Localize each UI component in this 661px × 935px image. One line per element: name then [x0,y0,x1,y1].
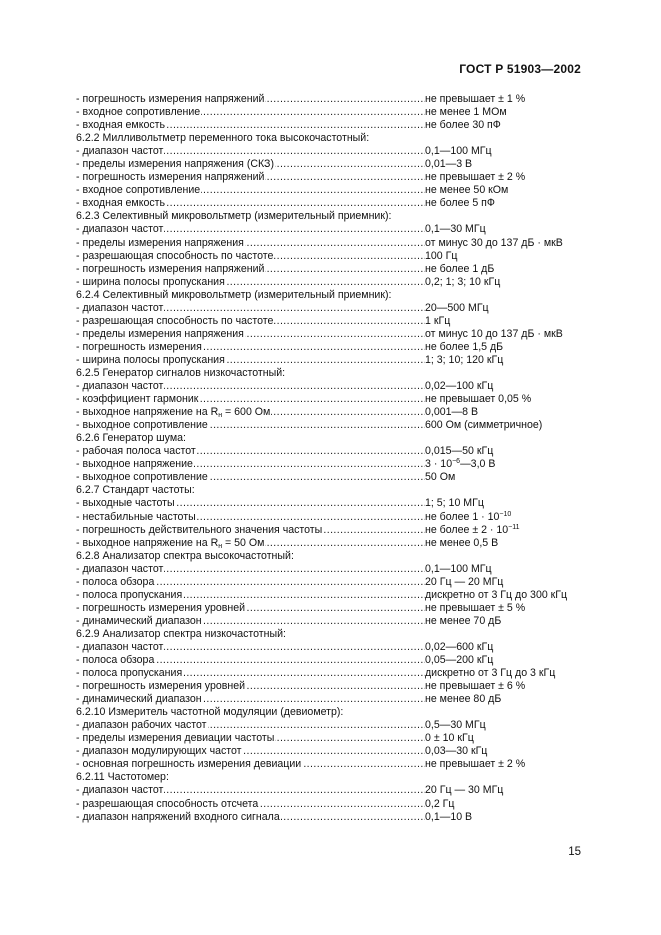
spec-value: 0,1—30 МГц [425,223,486,236]
spec-value: не превышает ± 2 % [425,758,526,771]
spec-value: 0,2; 1; 3; 10 кГц [425,275,501,288]
spec-line [76,106,596,119]
spec-label: - диапазон частот ..... [76,302,425,315]
section-heading-text: 6.2.7 Стандарт частоты: [76,484,195,497]
spec-value: 0,03—30 кГц [425,745,488,758]
spec-label: - пределы измерения напряжения (СКЗ) ..... [76,158,425,171]
spec-label: - пределы измерения девиации частоты ..... [76,732,425,745]
spec-value: от минус 10 до 137 дБ · мкВ [425,327,563,340]
spec-line [76,745,596,758]
spec-label: - погрешность измерения уровней ..... [76,602,425,615]
spec-value: 0,2 Гц [425,797,455,810]
spec-label: - основная погрешность измерения девиации ..... [76,758,425,771]
spec-value: 20 Гц — 20 МГц [425,575,504,588]
spec-line [76,641,596,654]
spec-value: 0,5—30 МГц [425,719,486,732]
spec-value: не превышает ± 6 % [425,680,526,693]
spec-value: дискретно от 3 Гц до 300 кГц [425,588,568,601]
spec-line [76,237,596,250]
spec-label: - выходное напряжение ..... [76,458,425,471]
spec-value: 0,1—10 В [425,810,473,823]
spec-line [76,576,596,589]
section-heading-text: 6.2.4 Селективный микровольтметр (измерительный приемник): [76,288,392,301]
spec-label: - диапазон частот ..... [76,563,425,576]
spec-label: - погрешность измерения ..... [76,341,425,354]
spec-label: - ширина полосы пропускания ..... [76,354,425,367]
spec-value: не более 1 дБ [425,262,495,275]
spec-label: - входная емкость ..... [76,197,425,210]
spec-value: не превышает ± 5 % [425,601,526,614]
spec-line [76,471,596,484]
spec-line [76,667,596,680]
spec-label: - выходное сопротивление ..... [76,419,425,432]
spec-line [76,328,596,341]
spec-label: - диапазон частот ..... [76,380,425,393]
section-heading-text: 6.2.10 Измеритель частотной модуляции (девиометр): [76,706,344,719]
section-heading [76,132,596,145]
section-heading-text: 6.2.11 Частотомер: [76,771,169,784]
spec-label: - погрешность измерения напряжений ..... [76,93,425,106]
spec-line [76,693,596,706]
spec-value: не превышает 0,05 % [425,393,532,406]
spec-label: - погрешность измерения напряжений ..... [76,171,425,184]
spec-line [76,732,596,745]
spec-label: - полоса пропускания ..... [76,589,425,602]
spec-label: - пределы измерения напряжения ..... [76,328,425,341]
spec-label: - ширина полосы пропускания ..... [76,276,425,289]
page-number: 15 [568,846,581,858]
section-heading [76,706,596,719]
section-heading-text: 6.2.2 Милливольтметр переменного тока высокочастотный: [76,132,370,145]
section-heading [76,432,596,445]
spec-line [76,250,596,263]
spec-label: - выходное сопротивление ..... [76,471,425,484]
document-header: ГОСТ Р 51903—2002 [459,62,581,76]
spec-line [76,341,596,354]
section-heading [76,484,596,497]
spec-value: не превышает ± 2 % [425,171,526,184]
spec-value: 600 Ом (симметричное) [425,419,543,432]
spec-label: - диапазон напряжений входного сигнала ..... [76,811,425,824]
spec-line [76,276,596,289]
spec-line [76,524,596,537]
spec-line [76,419,596,432]
spec-label: - погрешность действительного значения частоты ..... [76,524,425,537]
spec-value: $3 \cdot 10^{-6}—3,0$ В [425,458,496,471]
spec-label: - пределы измерения напряжения ..... [76,237,425,250]
spec-line [76,223,596,236]
spec-line [76,406,596,419]
spec-value: 50 Ом [425,471,456,484]
spec-line [76,563,596,576]
spec-line [76,445,596,458]
specification-list [76,93,596,824]
section-heading-text: 6.2.3 Селективный микровольтметр (измерительный приемник): [76,210,392,223]
spec-value: 100 Гц [425,249,458,262]
spec-label: - коэффициент гармоник ..... [76,393,425,406]
section-heading [76,367,596,380]
spec-value: от минус 30 до 137 дБ · мкВ [425,236,563,249]
spec-value: не менее 0,5 В [425,536,499,549]
spec-value: дискретно от 3 Гц до 3 кГц [425,667,556,680]
spec-value: не более $1 \cdot 10^{-10}$ [425,510,512,523]
spec-value: не менее 80 дБ [425,693,502,706]
spec-value: не более 30 пФ [425,119,501,132]
spec-label: - полоса пропускания ..... [76,667,425,680]
spec-label: - входная емкость ..... [76,119,425,132]
spec-value: 0 ± 10 кГц [425,732,474,745]
spec-label: - входное сопротивление ..... [76,106,425,119]
spec-label: - погрешность измерения уровней ..... [76,680,425,693]
spec-label: - диапазон модулирующих частот ..... [76,745,425,758]
spec-value: 0,001—8 В [425,406,479,419]
spec-line [76,719,596,732]
section-heading-text: 6.2.6 Генератор шума: [76,432,186,445]
spec-label: - разрешающая способность отсчета ..... [76,798,425,811]
spec-label: - диапазон рабочих частот ..... [76,719,425,732]
spec-value: 0,01—3 В [425,158,473,171]
spec-value: не более 5 пФ [425,197,495,210]
spec-line [76,145,596,158]
spec-line [76,158,596,171]
spec-line [76,393,596,406]
spec-value: не превышает ± 1 % [425,93,526,105]
spec-line [76,197,596,210]
spec-value: 20 Гц — 30 МГц [425,784,504,797]
spec-value: не менее 50 кОм [425,184,509,197]
spec-value: 1; 5; 10 МГц [425,497,484,510]
spec-line [76,680,596,693]
spec-label: - диапазон частот ..... [76,784,425,797]
spec-line [76,93,596,106]
spec-label: - выходные частоты ..... [76,497,425,510]
spec-line [76,458,596,471]
spec-line [76,511,596,524]
section-heading [76,771,596,784]
spec-value: 0,1—100 МГц [425,145,492,158]
spec-value: 20—500 МГц [425,301,489,314]
spec-line [76,615,596,628]
spec-label: - динамический диапазон ..... [76,615,425,628]
spec-line [76,589,596,602]
spec-label: - полоса обзора ..... [76,576,425,589]
spec-line [76,798,596,811]
spec-value: 0,1—100 МГц [425,562,492,575]
section-heading-text: 6.2.9 Анализатор спектра низкочастотный: [76,627,286,640]
spec-value: не более ± $2 \cdot 10^{-11}$ [425,523,520,536]
spec-value: 0,015—50 кГц [425,445,494,458]
spec-value: 1; 3; 10; 120 кГц [425,353,504,366]
section-heading [76,289,596,302]
spec-line [76,537,596,550]
spec-line [76,315,596,328]
section-heading [76,210,596,223]
spec-label: - рабочая полоса частот ..... [76,445,425,458]
spec-label: - выходное напряжение на $R_н = 600$ Ом ..... [76,406,425,419]
spec-value: не менее 70 дБ [425,614,502,627]
section-heading [76,550,596,563]
spec-value: 0,05—200 кГц [425,654,494,667]
spec-line [76,811,596,824]
spec-value: не более 1,5 дБ [425,340,504,353]
spec-label: - нестабильные частоты ..... [76,511,425,524]
spec-label: - разрешающая способность по частоте ..... [76,250,425,263]
section-heading-text: 6.2.5 Генератор сигналов низкочастотный: [76,366,286,379]
spec-label: - входное сопротивление ..... [76,184,425,197]
spec-line [76,380,596,393]
spec-line [76,758,596,771]
spec-value: 1 кГц [425,314,451,327]
spec-label: - диапазон частот ..... [76,641,425,654]
spec-value: 0,02—100 кГц [425,380,494,393]
spec-label: - погрешность измерения напряжений ..... [76,263,425,276]
spec-line [76,171,596,184]
spec-label: - динамический диапазон ..... [76,693,425,706]
spec-label: - выходное напряжение на $R_н = 50$ Ом ..... [76,537,425,550]
spec-line [76,497,596,510]
spec-line [76,302,596,315]
spec-line [76,119,596,132]
spec-label: - полоса обзора ..... [76,654,425,667]
spec-line [76,654,596,667]
spec-value: 0,02—600 кГц [425,640,494,653]
spec-line [76,263,596,276]
spec-line [76,602,596,615]
spec-line [76,784,596,797]
spec-label: - разрешающая способность по частоте ..... [76,315,425,328]
spec-label: - диапазон частот ..... [76,223,425,236]
spec-line [76,184,596,197]
spec-label: - диапазон частот ..... [76,145,425,158]
section-heading [76,628,596,641]
section-heading-text: 6.2.8 Анализатор спектра высокочастотный: [76,549,294,562]
spec-line [76,354,596,367]
spec-value: не менее 1 МОм [425,106,507,119]
